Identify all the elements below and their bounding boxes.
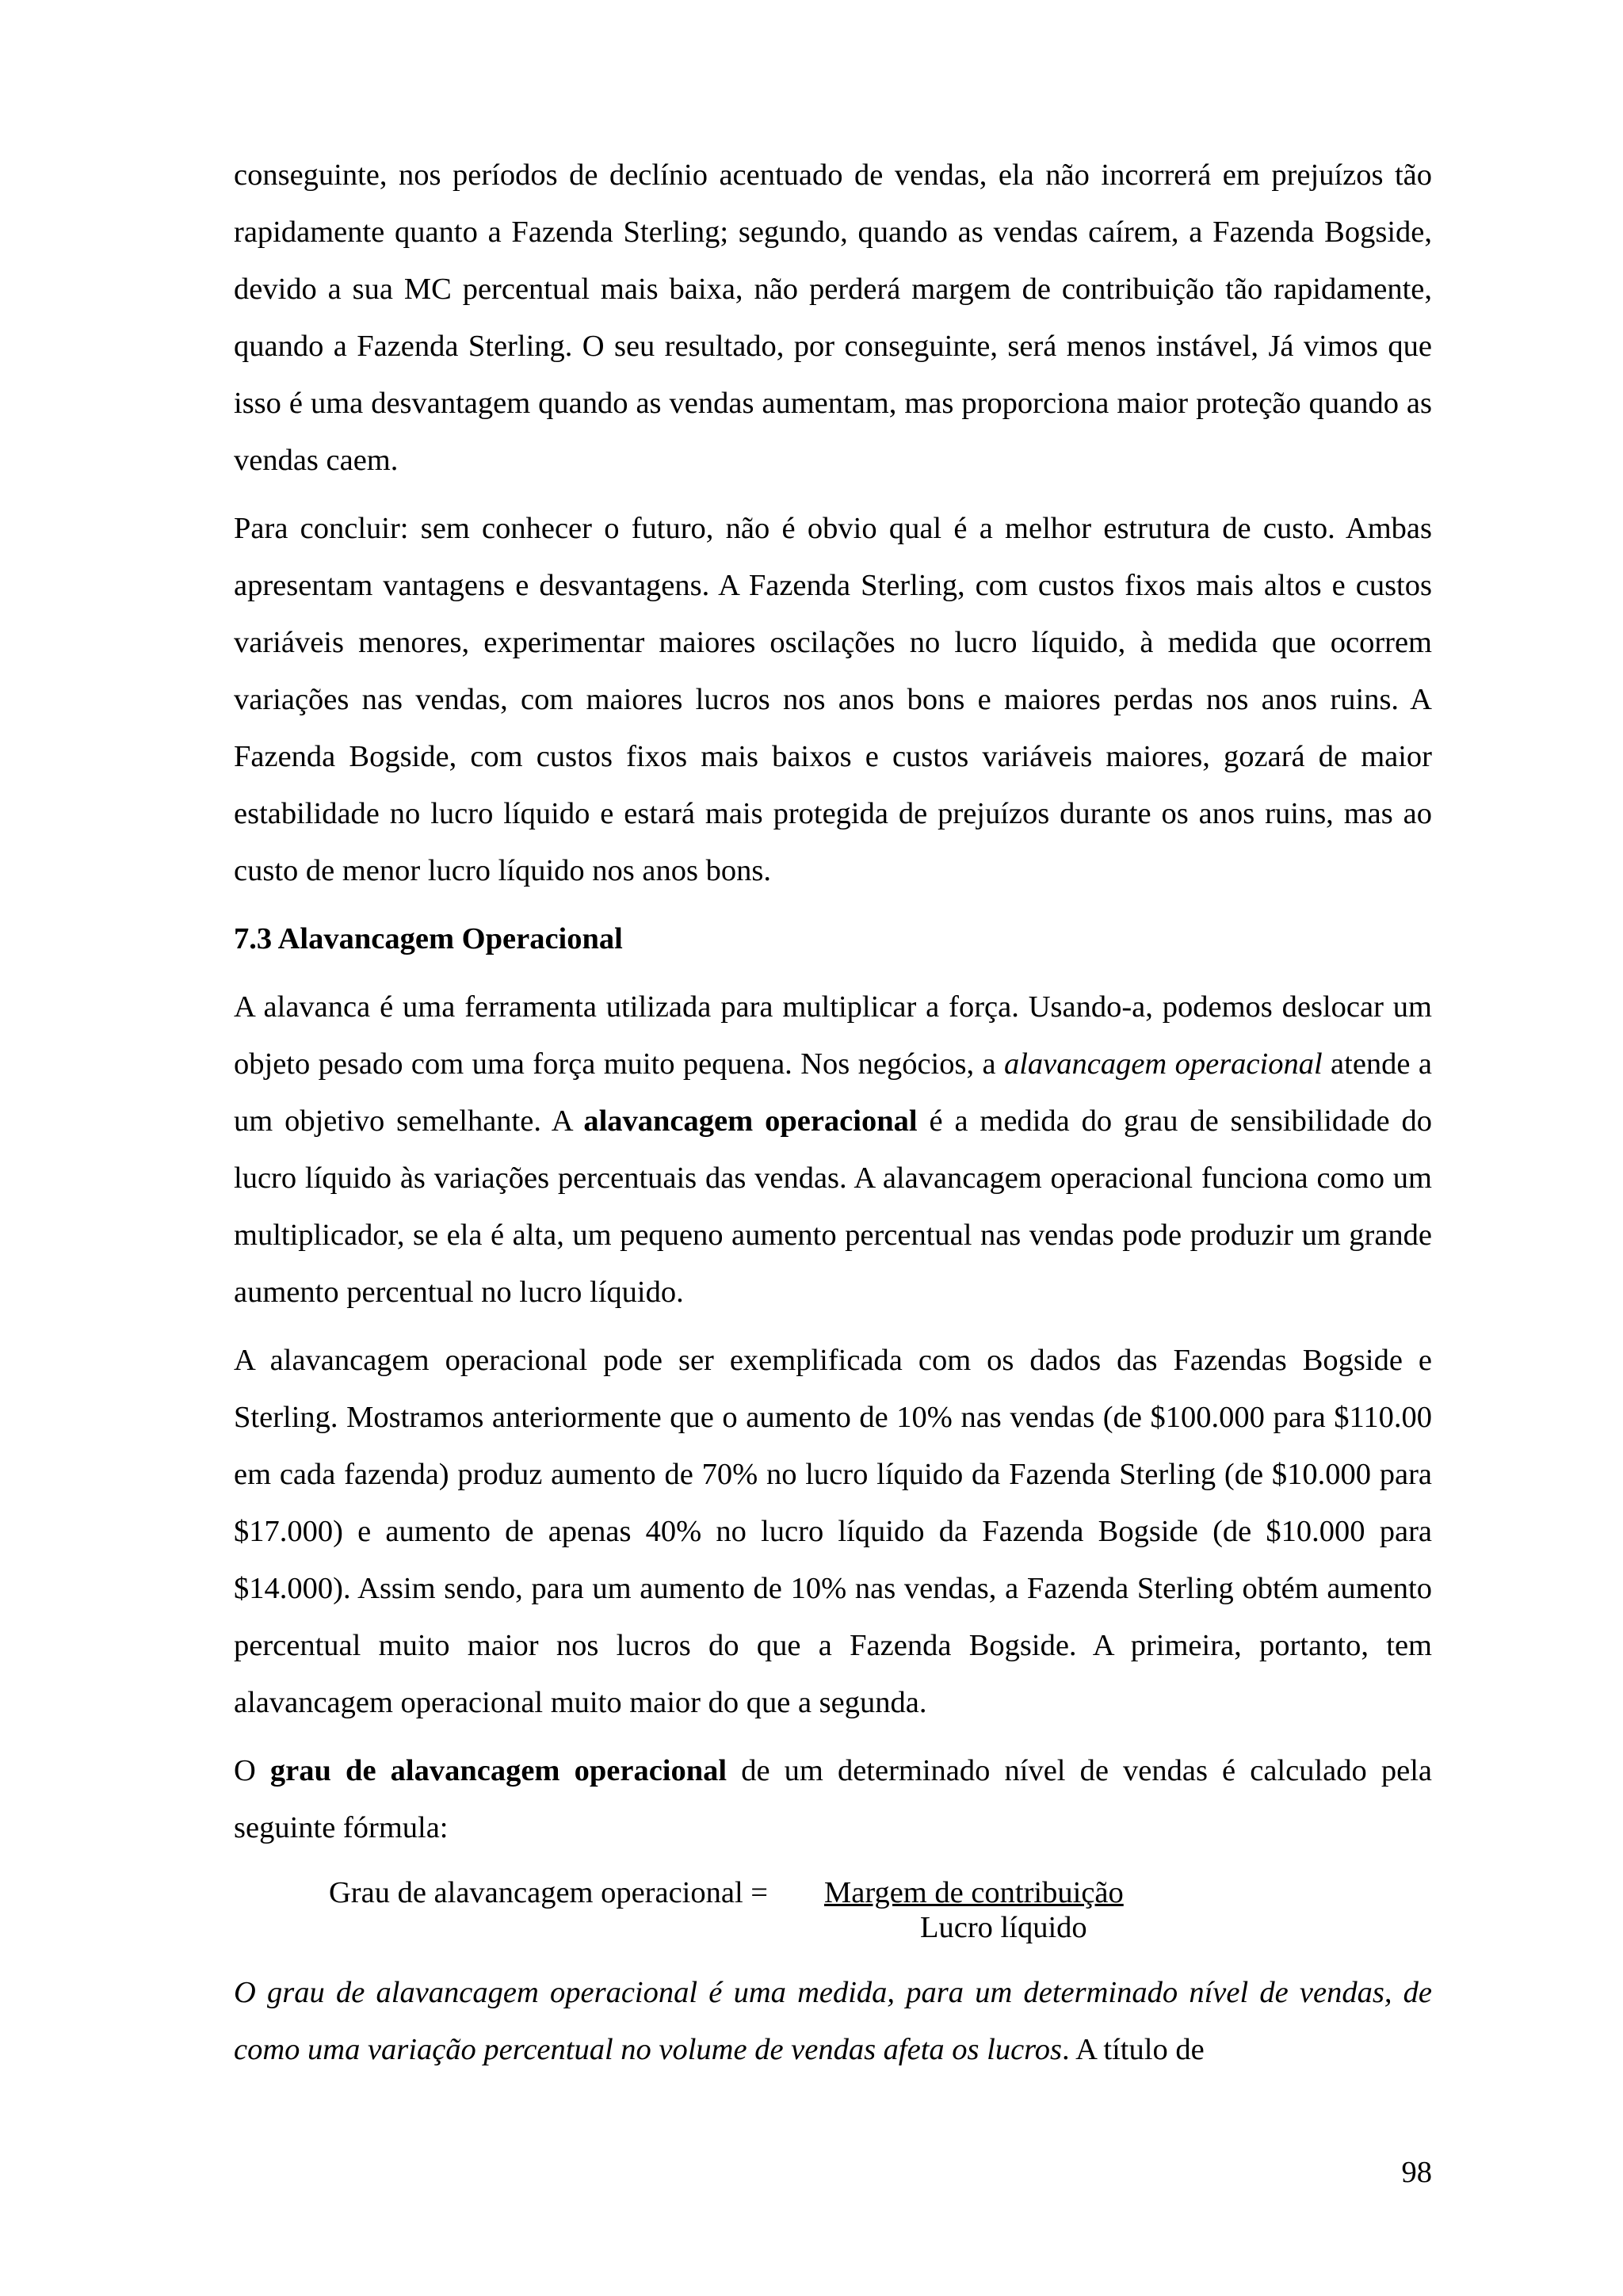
paragraph-4: A alavancagem operacional pode ser exemplificada com os dados das Fazendas Bogside e Sterling. Mostramos anteriormente que o aumento de 10% nas vendas (de $100.000 para $110.00 em cada fazenda) produz aumento de 70% no lucro líquido da Fazenda Sterling (de $10.000 para $17.000) e aumento de apenas 40% no lucro líquido da Fazenda Bogside (de $10.000 para $14.000). Assim sendo, para um aumento de 10% nas vendas, a Fazenda Sterling obtém aumento percentual muito maior nos lucros do que a Fazenda Bogside. A primeira, portanto, tem alavancagem operacional muito maior do que a segunda.: [234, 1344, 1432, 1719]
formula-left-side: Grau de alavancagem operacional =: [329, 1876, 769, 1909]
paragraph-5-bold-term: grau de alavancagem operacional: [269, 1754, 727, 1787]
formula-denominator: Lucro líquido: [920, 1911, 1087, 1944]
page-content: [234, 147, 1432, 2078]
leverage-formula: [234, 1874, 1432, 1953]
page-number: 98: [1401, 2156, 1432, 2189]
formula-numerator: Margem de contribuição: [824, 1876, 1124, 1909]
paragraph-6: [234, 1964, 1432, 2078]
paragraph-5: [234, 1742, 1432, 1856]
paragraph-5-text-1: O: [234, 1754, 270, 1787]
paragraph-3-text-3: é a medida do grau de sensibilidade do lucro líquido às variações percentuais das vendas. A alavancagem operacional funciona como um multiplicador, se ela é alta, um pequeno aumento percentual nas vendas pode produzir um grande aumento percentual no lucro líquido.: [234, 1104, 1432, 1309]
paragraph-1: conseguinte, nos períodos de declínio acentuado de vendas, ela não incorrerá em prejuízos tão rapidamente quanto a Fazenda Sterling; segundo, quando as vendas caírem, a Fazenda Bogside, devido a sua MC percentual mais baixa, não perderá margem de contribuição tão rapidamente, quando a Fazenda Sterling. O seu resultado, por conseguinte, será menos instável, Já vimos que isso é uma desvantagem quando as vendas aumentam, mas proporciona maior proteção quando as vendas caem.: [234, 158, 1432, 477]
paragraph-3-text-1: A alavanca é uma ferramenta utilizada para multiplicar a força. Usando-a, podemos deslocar um objeto pesado com uma força muito pequena. Nos negócios, a: [234, 990, 1432, 1081]
paragraph-3-italic-term: alavancagem operacional: [1003, 1047, 1323, 1081]
paragraph-3-bold-term: alavancagem operacional: [583, 1104, 918, 1138]
paragraph-2: Para concluir: sem conhecer o futuro, não é obvio qual é a melhor estrutura de custo. Ambas apresentam vantagens e desvantagens. A Fazenda Sterling, com custos fixos mais altos e custos variáveis menores, experimentar maiores oscilações no lucro líquido, à medida que ocorrem variações nas vendas, com maiores lucros nos anos bons e maiores perdas nos anos ruins. A Fazenda Bogside, com custos fixos mais baixos e custos variáveis maiores, gozará de maior estabilidade no lucro líquido e estará mais protegida de prejuízos durante os anos ruins, mas ao custo de menor lucro líquido nos anos bons.: [234, 512, 1432, 887]
paragraph-5-text-2: de um determinado nível de vendas é calculado pela seguinte fórmula:: [234, 1754, 1432, 1844]
paragraph-3-text-2: atende a um objetivo semelhante. A: [234, 1047, 1432, 1138]
paragraph-3: [234, 978, 1432, 1321]
paragraph-6-italic-definition: O grau de alavancagem operacional é uma medida, para um determinado nível de vendas, de como uma variação percentual no volume de vendas afeta os lucros: [234, 1976, 1432, 2066]
paragraph-6-text-1: . A título de: [1061, 2033, 1205, 2066]
section-heading: 7.3 Alavancagem Operacional: [234, 922, 623, 955]
